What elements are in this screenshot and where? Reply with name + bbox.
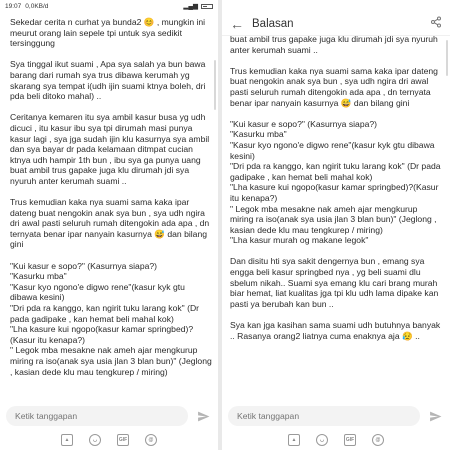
post-paragraph: Trus kemudian kaka nya suami sama kaka ipar dateng buat nengokin anak sya bun , sya udh ngira dri awal pasti seluruh rumah ditengokin ada apa , dn ternyata benar ipar nanyain kasurnya 😅 dan bilang gini	[10, 197, 210, 250]
post-paragraph: Ceritanya kemaren itu sya ambil kasur busa yg udh dicuci , itu kasur ibu sya tpi dirumah masi punya kasur lagi , sya jga sudah ijin klu kasurnya sya ambil dan sya bayar dr pada kelamaan ditmpat cucian ktnya udh hampir 1th bun , ibu sya ga punya uang buat ambil trus gapake juga klu dirumah jdi sya nyuruh anter kerumah suami ..	[10, 112, 210, 186]
send-icon	[429, 410, 442, 423]
attach-toolbar	[222, 430, 450, 450]
left-screen	[0, 0, 218, 450]
reply-paragraph: Sya kan jga kasihan sama suami udh butuhnya banyak .. Rasanya orang2 liatnya cuma enaknya aja 😥 ..	[230, 320, 441, 341]
scrollbar[interactable]	[446, 40, 448, 76]
scrollbar[interactable]	[214, 60, 216, 110]
post-paragraph: Sya tinggal ikut suami , Apa sya salah ya bun bawa barang dari rumah sya trus dibawa kerumah yg skarang sya tempat i(udh ijin suami ktnya boleh, dri pda beli ditoko mahal) ..	[10, 59, 206, 102]
back-arrow-icon[interactable]: ←	[230, 15, 244, 32]
mention-icon[interactable]: @	[372, 434, 384, 446]
send-button[interactable]	[194, 410, 212, 423]
right-screen	[222, 0, 450, 450]
send-button[interactable]	[426, 410, 444, 423]
gif-icon[interactable]: GIF	[344, 434, 356, 446]
reply-header	[222, 12, 450, 36]
post-paragraph: Sekedar cerita n curhat ya bunda2 😊 , mungkin ini meurut orang lain sepele tpi untuk sya sedikit tersinggung	[10, 17, 206, 49]
image-icon[interactable]: ▲	[288, 434, 300, 446]
reply-input[interactable]	[228, 406, 420, 426]
image-icon[interactable]: ▲	[61, 434, 73, 446]
status-time: 19:07	[5, 2, 22, 10]
reply-content	[230, 34, 442, 400]
gif-icon[interactable]: GIF	[117, 434, 129, 446]
share-icon[interactable]	[430, 16, 442, 31]
mention-icon[interactable]: @	[145, 434, 157, 446]
attach-toolbar	[0, 430, 218, 450]
page-title: Balasan	[252, 17, 294, 30]
reply-input[interactable]	[6, 406, 188, 426]
status-bar	[222, 0, 450, 12]
status-bar	[0, 0, 218, 12]
emoji-icon[interactable]: ◡	[316, 434, 328, 446]
battery-icon	[201, 4, 213, 9]
reply-paragraph: Dan disitu hti sya sakit dengernya bun , emang sya engga beli kasur springbed nya , yg beli suami dlu sbelum nikah.. Suami sya emang klu cari brang murah biar hemat, liat kualitas jga tpi klu udh lama dipake kan pasti ya berubah kan bun ..	[230, 256, 439, 309]
reply-bar	[0, 402, 218, 430]
post-paragraph: "Kui kasur e sopo?" (Kasurnya siapa?) "Kasurku mba" "Kasur kyo ngono'e digwo rene"(kasur kyk gtu dibawa kesini) "Dri pda ra kanggo, kan ngirit tuku larang kok" (Dr pada gadipake , kan hemat beli mahal kok) "Lha kasure kui ngopo(kasur kamar springbed)?(Kasur itu kenapa?) " Legok mba mesakne nak ameh ajar mengkurup miring ra iso(anak sya usia jlan 3 blan bun)" (Jeglong , kasian dede klu mau tengkurep / miring)	[10, 260, 212, 377]
reply-paragraph: Trus kemudian kaka nya suami sama kaka ipar dateng buat nengokin anak sya bun , sya udh ngira dri awal pasti seluruh rumah ditengokin ada apa , dn ternyata benar ipar nanyain kasurnya 😅 dan bilang gini	[230, 65, 438, 108]
post-content	[10, 17, 212, 400]
reply-bar	[222, 402, 450, 430]
signal-icon: ▂▄▆	[183, 3, 198, 10]
status-speed: 0,0KB/d	[25, 2, 49, 10]
reply-paragraph: "Kui kasur e sopo?" (Kasurnya siapa?) "Kasurku mba" "Kasur kyo ngono'e digwo rene"(kasur kyk gtu dibawa kesini) "Dri pda ra kanggo, kan ngirit tuku larang kok" (Dr pada gadipake , kan hemat beli mahal kok) "Lha kasure kui ngopo(kasur kamar springbed)?(Kasur itu kenapa?) " Legok mba mesakne nak ameh ajar mengkurup miring ra iso(anak sya usia jlan 3 blan bun)" (Jeglong , kasian dede klu mau tengkurep / miring) "Lha kasur murah og makane legok"	[230, 118, 441, 246]
send-icon	[197, 410, 210, 423]
emoji-icon[interactable]: ◡	[89, 434, 101, 446]
reply-paragraph: buat ambil trus gapake juga klu dirumah jdi sya nyuruh anter kerumah suami ..	[230, 34, 438, 55]
